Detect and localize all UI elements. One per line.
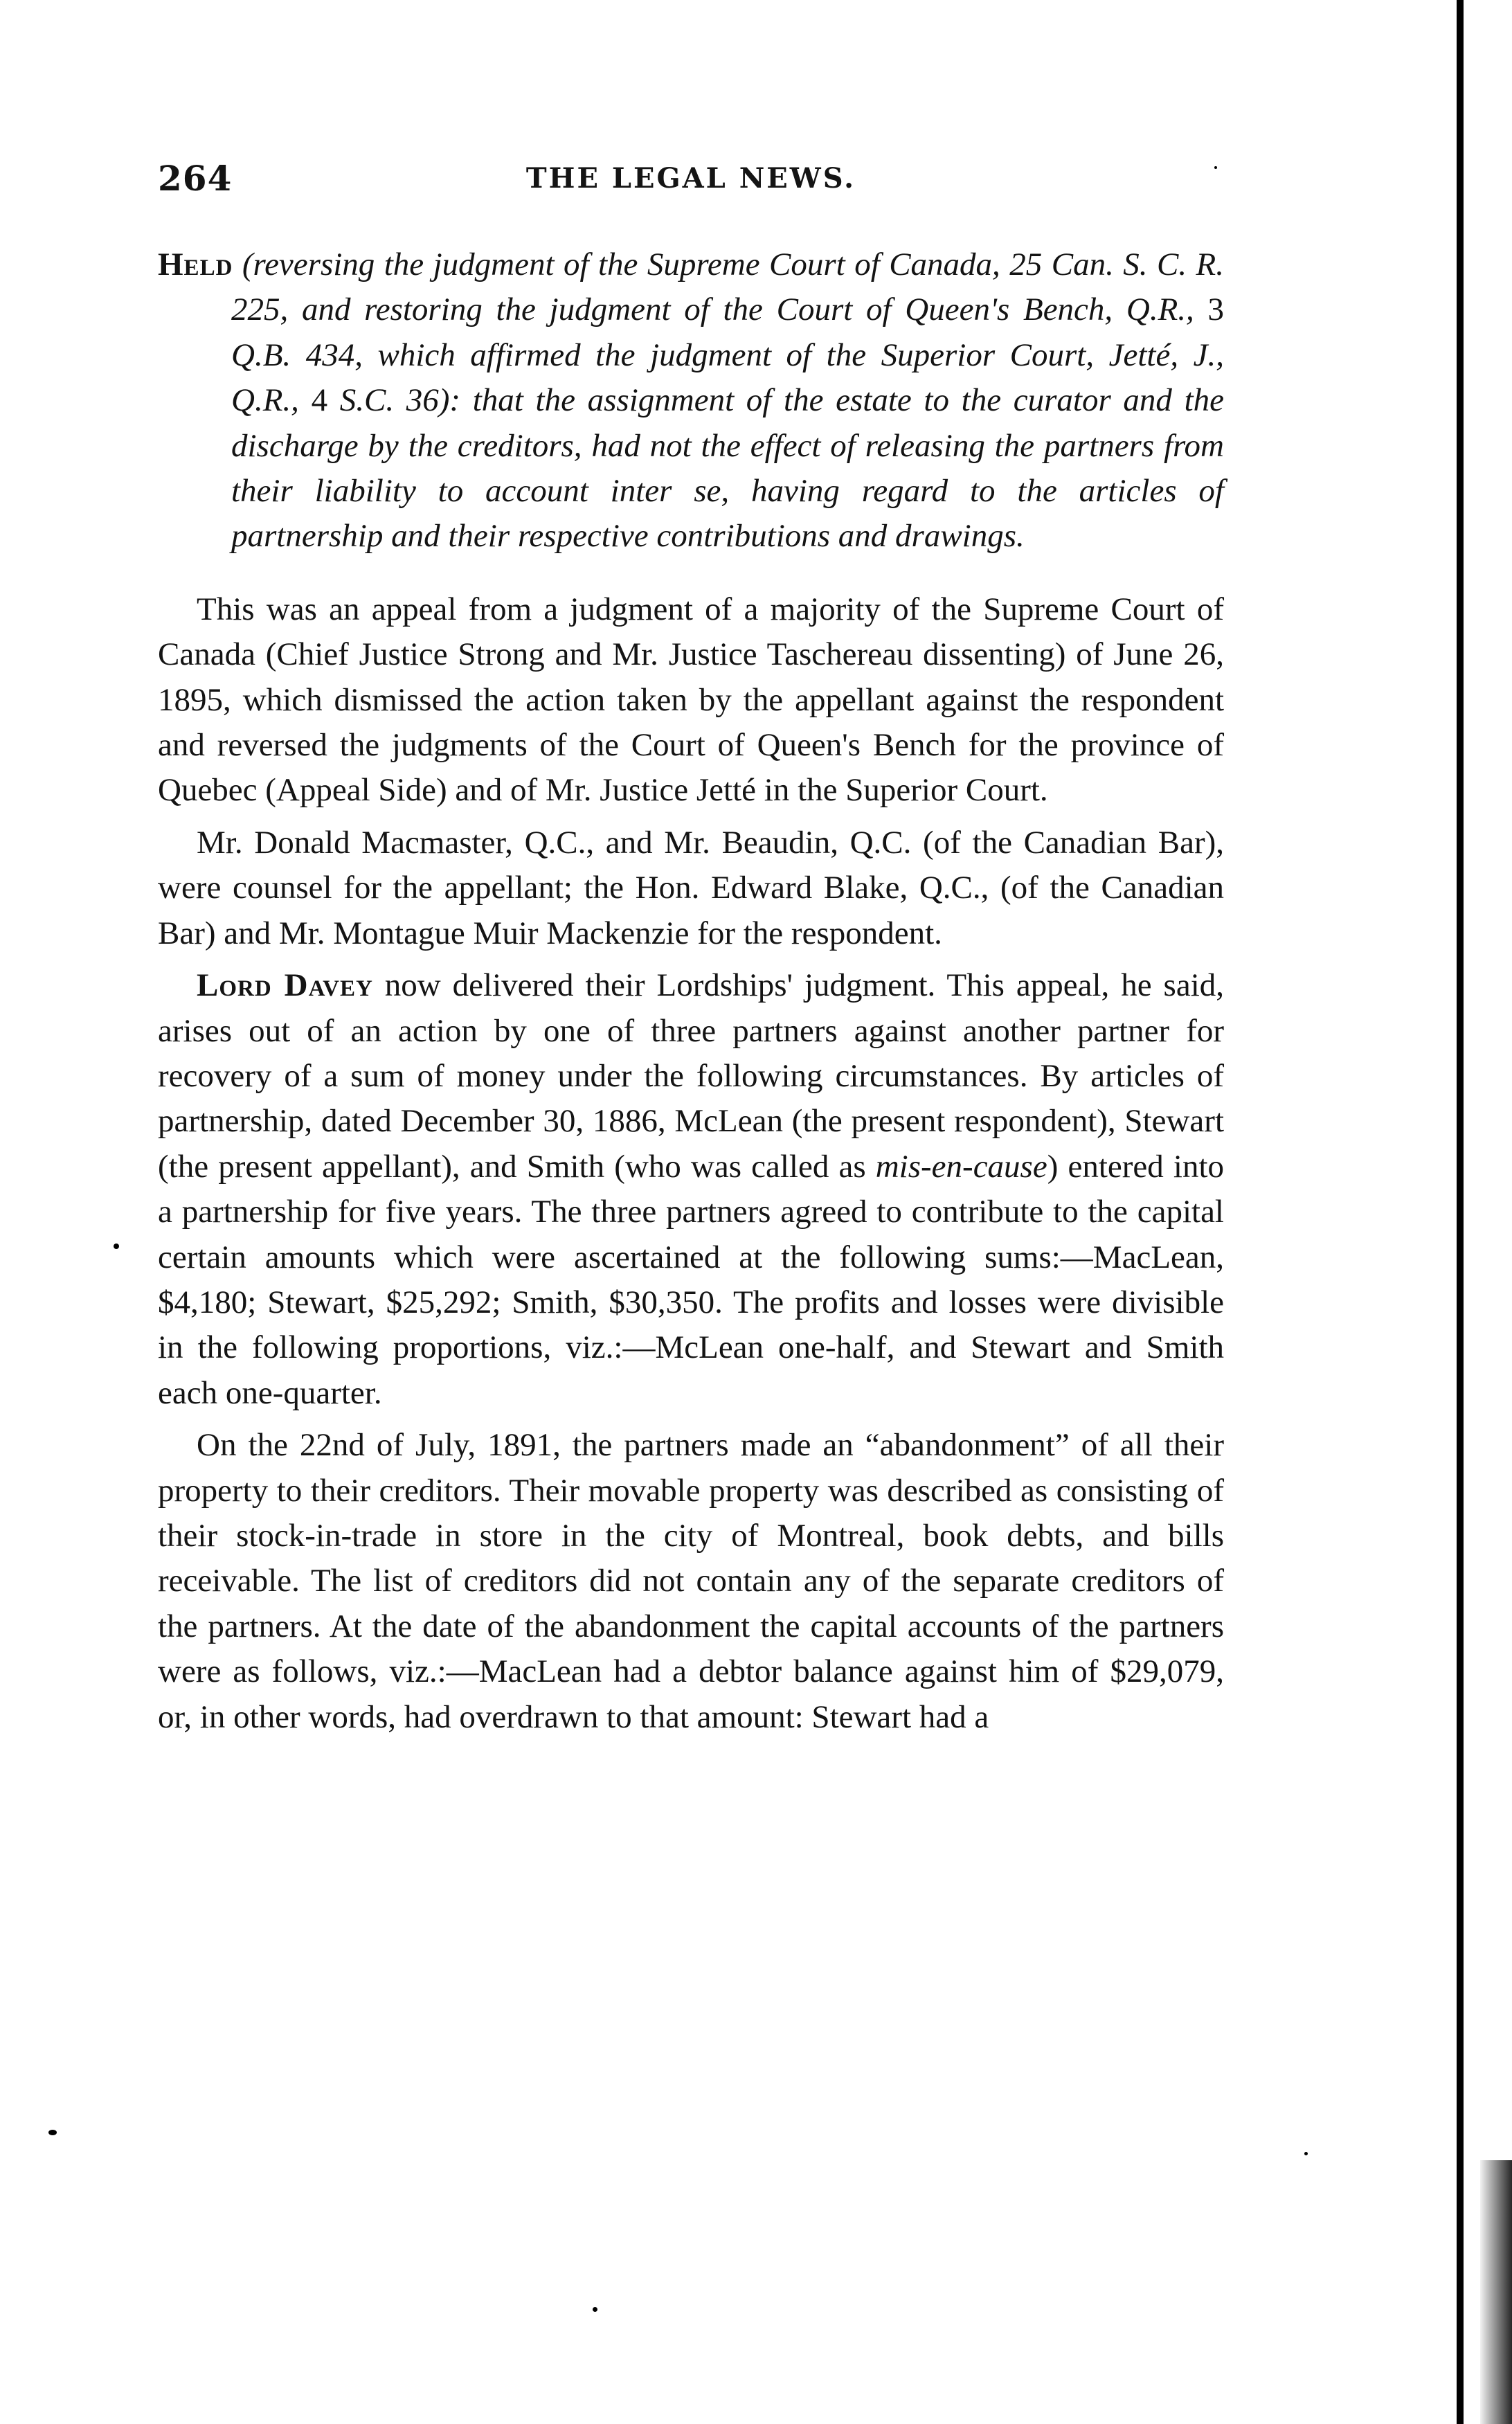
paragraph-counsel: Mr. Donald Macmaster, Q.C., and Mr. Beaudin, Q.C. (of the Canadian Bar), were counsel for the appellant; the Hon. Edward Blake, Q.C., (of the Canadian Bar) and Mr. Montague Muir Mackenzie for the respondent. bbox=[158, 824, 1224, 951]
scan-speck bbox=[114, 1244, 119, 1249]
held-number-1: 3 bbox=[1194, 291, 1224, 328]
scan-speck bbox=[48, 2130, 57, 2135]
page-header bbox=[158, 158, 1224, 206]
judgment-text-1: now delivered their Lordships' judgment. This appeal, he said, arises out of an action by one of three partners against another partner for recovery of a sum of money under the following circumstances. By articles of partnership, dated December 30, 1886, McLean (the present respondent), Stewart (the present appellant), and Smith (who was called as bbox=[158, 967, 1224, 1185]
body-text bbox=[158, 242, 1224, 1740]
judgment-text-2: ) entered into a partnership for five years. The three partners agreed to contribute to the capital certain amounts which were ascertained at the following sums:—MacLean, $4,180; Stewart, $25,292; Smith, $30,350. The profits and losses were divisible in the following proportions, viz.:—McLean one-half, and Stewart and Smith each one-quarter. bbox=[158, 1148, 1224, 1411]
held-citation-4: Q.R., bbox=[231, 382, 299, 419]
running-head: THE LEGAL NEWS. bbox=[525, 162, 856, 195]
scan-speck bbox=[593, 2307, 597, 2312]
paragraph-appeal: This was an appeal from a judgment of a majority of the Supreme Court of Canada (Chief Justice Strong and Mr. Justice Taschereau dissenting) of June 26, 1895, which dismissed the action taken by the appellant against the respondent and reversed the judgments of the Court of Queen's Bench for the province of Quebec (Appeal Side) and of Mr. Justice Jetté in the Superior Court. bbox=[158, 591, 1224, 809]
held-text-4: 36): that the assignment of the estate to the curator and the discharge by the creditors, had not the effect of releasing the partners from their liability to account inter se, having regard to the articles of partnership and their respective contributions and drawings. bbox=[231, 382, 1224, 555]
scan-speck bbox=[1304, 2152, 1308, 2155]
held-text-3: 434, which affirmed the judgment of the Superior Court, Jetté, J., bbox=[291, 336, 1224, 373]
judgment-italic-term: mis-en-cause bbox=[875, 1148, 1047, 1185]
binding-edge-gradient bbox=[1480, 2160, 1512, 2424]
held-text-1: (reversing the judgment of the Supreme Court of Canada, 25 bbox=[233, 246, 1052, 282]
held-number-2: 4 bbox=[298, 382, 340, 419]
binding-edge-shadow bbox=[1457, 0, 1464, 2424]
page-number: 264 bbox=[158, 158, 233, 199]
held-lead: Held bbox=[158, 246, 233, 282]
held-text-2: 225, and restoring the judgment of the Court of Queen's Bench, bbox=[231, 291, 1126, 328]
held-citation-5: S.C. bbox=[339, 382, 395, 419]
held-citation-3: Q.B. bbox=[231, 336, 291, 373]
scan-speck bbox=[1214, 166, 1217, 169]
held-headnote bbox=[158, 242, 1224, 559]
paragraph-abandonment: On the 22nd of July, 1891, the partners made an “abandonment” of all their property to their creditors. Their movable property was described as consisting of their stock-in-trade in store in the city of Montreal, book debts, and bills receivable. The list of creditors did not contain any of the separate creditors of the partners. At the date of the abandonment the capital accounts of the partners were as follows, viz.:—MacLean had a debtor balance against him of $29,079, or, in other words, had overdrawn to that amount: Stewart had a bbox=[158, 1427, 1224, 1735]
paragraph-judgment bbox=[158, 963, 1224, 1416]
held-citation-1: Can. S. C. R. bbox=[1051, 246, 1224, 282]
judge-name: Lord Davey bbox=[197, 967, 373, 1004]
held-citation-2: Q.R., bbox=[1126, 291, 1194, 328]
